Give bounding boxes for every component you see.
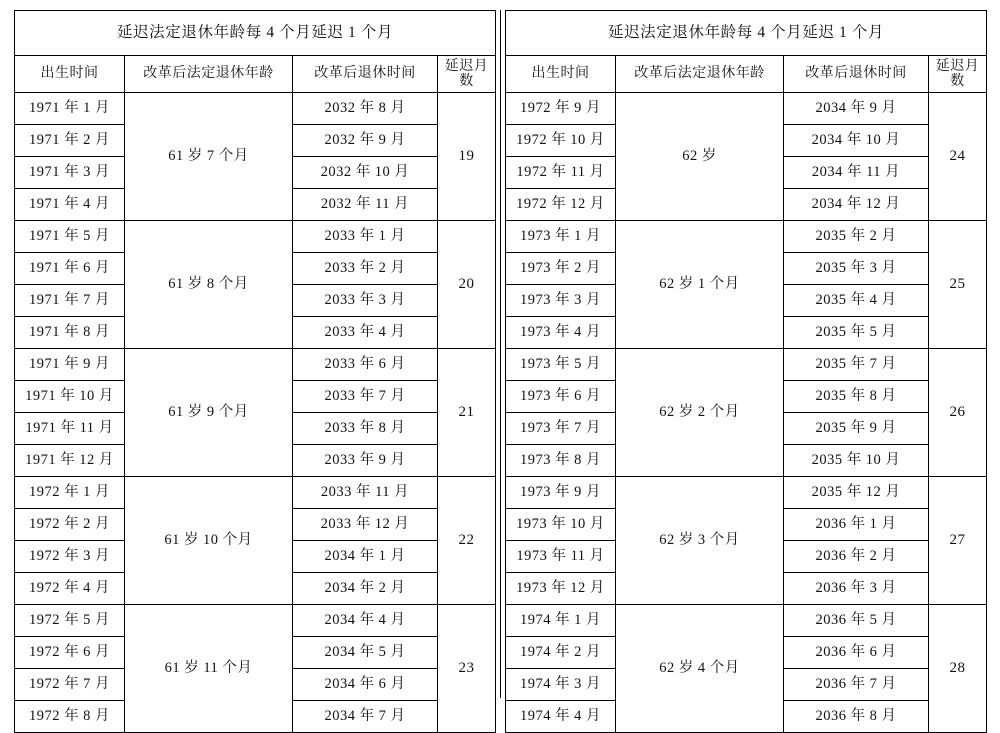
cell-retirement-time: 2036 年 7 月 — [784, 669, 929, 701]
cell-retirement-age: 61 岁 7 个月 — [125, 93, 293, 221]
cell-retirement-time: 2034 年 11 月 — [784, 157, 929, 189]
cell-birth-time: 1973 年 11 月 — [506, 541, 616, 573]
table-row — [15, 605, 496, 637]
column-header-delay-months: 延迟月数 — [929, 56, 987, 93]
right-table-panel — [505, 10, 986, 724]
cell-birth-time: 1972 年 9 月 — [506, 93, 616, 125]
cell-birth-time: 1972 年 6 月 — [15, 637, 125, 669]
cell-retirement-time: 2035 年 4 月 — [784, 285, 929, 317]
cell-delay-months: 21 — [438, 349, 496, 477]
cell-birth-time: 1971 年 7 月 — [15, 285, 125, 317]
cell-retirement-age: 61 岁 10 个月 — [125, 477, 293, 605]
cell-retirement-time: 2034 年 6 月 — [293, 669, 438, 701]
cell-retirement-time: 2034 年 2 月 — [293, 573, 438, 605]
cell-birth-time: 1971 年 8 月 — [15, 317, 125, 349]
cell-retirement-time: 2033 年 11 月 — [293, 477, 438, 509]
cell-retirement-time: 2035 年 7 月 — [784, 349, 929, 381]
table-title: 延迟法定退休年龄每 4 个月延迟 1 个月 — [506, 11, 987, 56]
table-title: 延迟法定退休年龄每 4 个月延迟 1 个月 — [15, 11, 496, 56]
cell-birth-time: 1973 年 9 月 — [506, 477, 616, 509]
cell-birth-time: 1974 年 3 月 — [506, 669, 616, 701]
table-row — [506, 605, 987, 637]
cell-retirement-time: 2036 年 8 月 — [784, 701, 929, 733]
cell-retirement-time: 2034 年 4 月 — [293, 605, 438, 637]
cell-retirement-time: 2035 年 12 月 — [784, 477, 929, 509]
cell-retirement-time: 2033 年 3 月 — [293, 285, 438, 317]
cell-retirement-time: 2033 年 6 月 — [293, 349, 438, 381]
cell-retirement-time: 2034 年 10 月 — [784, 125, 929, 157]
cell-birth-time: 1973 年 6 月 — [506, 381, 616, 413]
retirement-schedule-table-right — [505, 10, 987, 733]
cell-retirement-age: 62 岁 — [616, 93, 784, 221]
column-header-retirement-age: 改革后法定退休年龄 — [616, 56, 784, 93]
column-header-retirement-time: 改革后退休时间 — [293, 56, 438, 93]
cell-birth-time: 1973 年 1 月 — [506, 221, 616, 253]
cell-birth-time: 1972 年 5 月 — [15, 605, 125, 637]
cell-retirement-time: 2034 年 5 月 — [293, 637, 438, 669]
cell-retirement-time: 2036 年 6 月 — [784, 637, 929, 669]
cell-birth-time: 1973 年 3 月 — [506, 285, 616, 317]
table-title-row — [15, 11, 496, 56]
cell-retirement-time: 2032 年 8 月 — [293, 93, 438, 125]
column-header-birth-time: 出生时间 — [506, 56, 616, 93]
cell-birth-time: 1972 年 4 月 — [15, 573, 125, 605]
cell-birth-time: 1972 年 10 月 — [506, 125, 616, 157]
cell-retirement-age: 61 岁 9 个月 — [125, 349, 293, 477]
cell-retirement-age: 62 岁 3 个月 — [616, 477, 784, 605]
cell-retirement-time: 2034 年 12 月 — [784, 189, 929, 221]
table-row — [15, 477, 496, 509]
cell-retirement-time: 2032 年 10 月 — [293, 157, 438, 189]
cell-delay-months: 23 — [438, 605, 496, 733]
cell-birth-time: 1973 年 10 月 — [506, 509, 616, 541]
cell-retirement-time: 2035 年 9 月 — [784, 413, 929, 445]
cell-birth-time: 1971 年 2 月 — [15, 125, 125, 157]
cell-delay-months: 20 — [438, 221, 496, 349]
table-header-row — [15, 56, 496, 93]
cell-retirement-age: 62 岁 4 个月 — [616, 605, 784, 733]
cell-retirement-time: 2032 年 9 月 — [293, 125, 438, 157]
table-row — [506, 221, 987, 253]
cell-retirement-time: 2035 年 10 月 — [784, 445, 929, 477]
cell-retirement-time: 2035 年 8 月 — [784, 381, 929, 413]
cell-birth-time: 1974 年 4 月 — [506, 701, 616, 733]
cell-birth-time: 1974 年 1 月 — [506, 605, 616, 637]
cell-birth-time: 1973 年 2 月 — [506, 253, 616, 285]
cell-birth-time: 1971 年 11 月 — [15, 413, 125, 445]
cell-retirement-age: 61 岁 11 个月 — [125, 605, 293, 733]
cell-birth-time: 1972 年 2 月 — [15, 509, 125, 541]
cell-retirement-time: 2033 年 4 月 — [293, 317, 438, 349]
table-row — [506, 349, 987, 381]
cell-delay-months: 24 — [929, 93, 987, 221]
cell-delay-months: 25 — [929, 221, 987, 349]
divider-line — [500, 10, 501, 698]
column-divider — [496, 10, 504, 698]
cell-retirement-time: 2032 年 11 月 — [293, 189, 438, 221]
cell-birth-time: 1973 年 4 月 — [506, 317, 616, 349]
cell-birth-time: 1971 年 10 月 — [15, 381, 125, 413]
cell-retirement-time: 2034 年 1 月 — [293, 541, 438, 573]
cell-birth-time: 1972 年 3 月 — [15, 541, 125, 573]
cell-birth-time: 1971 年 1 月 — [15, 93, 125, 125]
cell-birth-time: 1972 年 11 月 — [506, 157, 616, 189]
retirement-schedule-table-left — [14, 10, 496, 733]
table-row — [15, 221, 496, 253]
cell-retirement-age: 62 岁 1 个月 — [616, 221, 784, 349]
cell-retirement-time: 2035 年 5 月 — [784, 317, 929, 349]
cell-retirement-time: 2033 年 12 月 — [293, 509, 438, 541]
cell-retirement-time: 2033 年 8 月 — [293, 413, 438, 445]
cell-retirement-time: 2036 年 3 月 — [784, 573, 929, 605]
cell-birth-time: 1971 年 6 月 — [15, 253, 125, 285]
cell-birth-time: 1972 年 7 月 — [15, 669, 125, 701]
cell-birth-time: 1971 年 3 月 — [15, 157, 125, 189]
tables-container — [14, 10, 986, 724]
cell-retirement-age: 62 岁 2 个月 — [616, 349, 784, 477]
column-header-retirement-age: 改革后法定退休年龄 — [125, 56, 293, 93]
cell-birth-time: 1971 年 5 月 — [15, 221, 125, 253]
table-row — [15, 93, 496, 125]
cell-retirement-time: 2033 年 7 月 — [293, 381, 438, 413]
column-header-birth-time: 出生时间 — [15, 56, 125, 93]
cell-birth-time: 1973 年 8 月 — [506, 445, 616, 477]
cell-birth-time: 1973 年 5 月 — [506, 349, 616, 381]
cell-retirement-time: 2033 年 9 月 — [293, 445, 438, 477]
cell-birth-time: 1973 年 7 月 — [506, 413, 616, 445]
cell-delay-months: 26 — [929, 349, 987, 477]
cell-retirement-time: 2033 年 2 月 — [293, 253, 438, 285]
cell-birth-time: 1971 年 9 月 — [15, 349, 125, 381]
left-table-panel — [14, 10, 495, 724]
cell-birth-time: 1974 年 2 月 — [506, 637, 616, 669]
cell-birth-time: 1972 年 1 月 — [15, 477, 125, 509]
cell-delay-months: 27 — [929, 477, 987, 605]
table-title-row — [506, 11, 987, 56]
cell-retirement-time: 2036 年 2 月 — [784, 541, 929, 573]
cell-birth-time: 1972 年 12 月 — [506, 189, 616, 221]
cell-birth-time: 1971 年 4 月 — [15, 189, 125, 221]
table-row — [506, 477, 987, 509]
cell-birth-time: 1972 年 8 月 — [15, 701, 125, 733]
table-row — [15, 349, 496, 381]
cell-birth-time: 1973 年 12 月 — [506, 573, 616, 605]
cell-retirement-time: 2034 年 7 月 — [293, 701, 438, 733]
column-header-retirement-time: 改革后退休时间 — [784, 56, 929, 93]
table-row — [506, 93, 987, 125]
cell-delay-months: 19 — [438, 93, 496, 221]
cell-birth-time: 1971 年 12 月 — [15, 445, 125, 477]
table-header-row — [506, 56, 987, 93]
cell-retirement-time: 2034 年 9 月 — [784, 93, 929, 125]
cell-retirement-time: 2035 年 2 月 — [784, 221, 929, 253]
cell-delay-months: 28 — [929, 605, 987, 733]
column-header-delay-months: 延迟月数 — [438, 56, 496, 93]
cell-retirement-time: 2036 年 1 月 — [784, 509, 929, 541]
cell-retirement-time: 2035 年 3 月 — [784, 253, 929, 285]
cell-retirement-time: 2033 年 1 月 — [293, 221, 438, 253]
cell-retirement-time: 2036 年 5 月 — [784, 605, 929, 637]
cell-retirement-age: 61 岁 8 个月 — [125, 221, 293, 349]
cell-delay-months: 22 — [438, 477, 496, 605]
